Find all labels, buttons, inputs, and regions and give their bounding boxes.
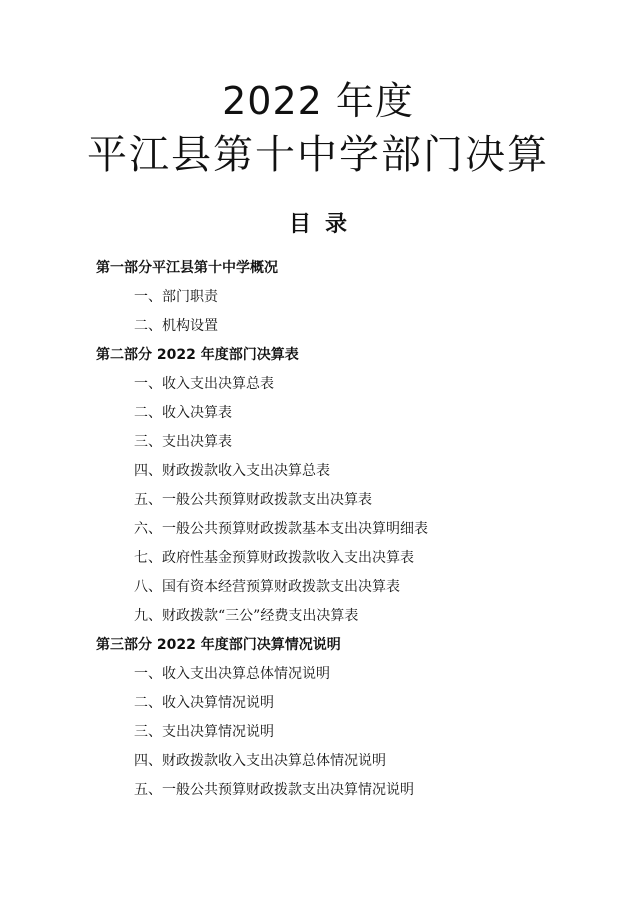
toc-item[interactable]: 七、政府性基金预算财政拨款收入支出决算表: [134, 550, 414, 566]
toc-item[interactable]: 八、国有资本经营预算财政拨款支出决算表: [134, 579, 400, 595]
toc-heading: 目录: [288, 212, 361, 237]
toc-item[interactable]: 四、财政拨款收入支出决算总表: [134, 463, 330, 479]
toc-item[interactable]: 六、一般公共预算财政拨款基本支出决算明细表: [134, 521, 428, 537]
toc-item[interactable]: 二、机构设置: [134, 318, 218, 334]
toc-item[interactable]: 四、财政拨款收入支出决算总体情况说明: [134, 753, 386, 769]
toc-item[interactable]: 五、一般公共预算财政拨款支出决算表: [134, 492, 372, 508]
document-title-main: 平江县第十中学部门决算: [87, 132, 549, 178]
table-of-contents: [96, 254, 596, 805]
toc-item[interactable]: 一、收入支出决算总体情况说明: [134, 666, 330, 682]
toc-section-2[interactable]: 第二部分 2022 年度部门决算表: [96, 347, 299, 363]
document-title-year: 2022 年度: [222, 79, 414, 123]
toc-section-1[interactable]: 第一部分平江县第十中学概况: [96, 260, 278, 276]
toc-item[interactable]: 三、支出决算情况说明: [134, 724, 274, 740]
toc-item[interactable]: 五、一般公共预算财政拨款支出决算情况说明: [134, 782, 414, 798]
toc-item[interactable]: 九、财政拨款“三公”经费支出决算表: [134, 608, 359, 624]
toc-item[interactable]: 二、收入决算情况说明: [134, 695, 274, 711]
toc-item[interactable]: 二、收入决算表: [134, 405, 232, 421]
toc-section-3[interactable]: 第三部分 2022 年度部门决算情况说明: [96, 637, 341, 653]
toc-item[interactable]: 三、支出决算表: [134, 434, 232, 450]
toc-item[interactable]: 一、部门职责: [134, 289, 218, 305]
toc-item[interactable]: 一、收入支出决算总表: [134, 376, 274, 392]
